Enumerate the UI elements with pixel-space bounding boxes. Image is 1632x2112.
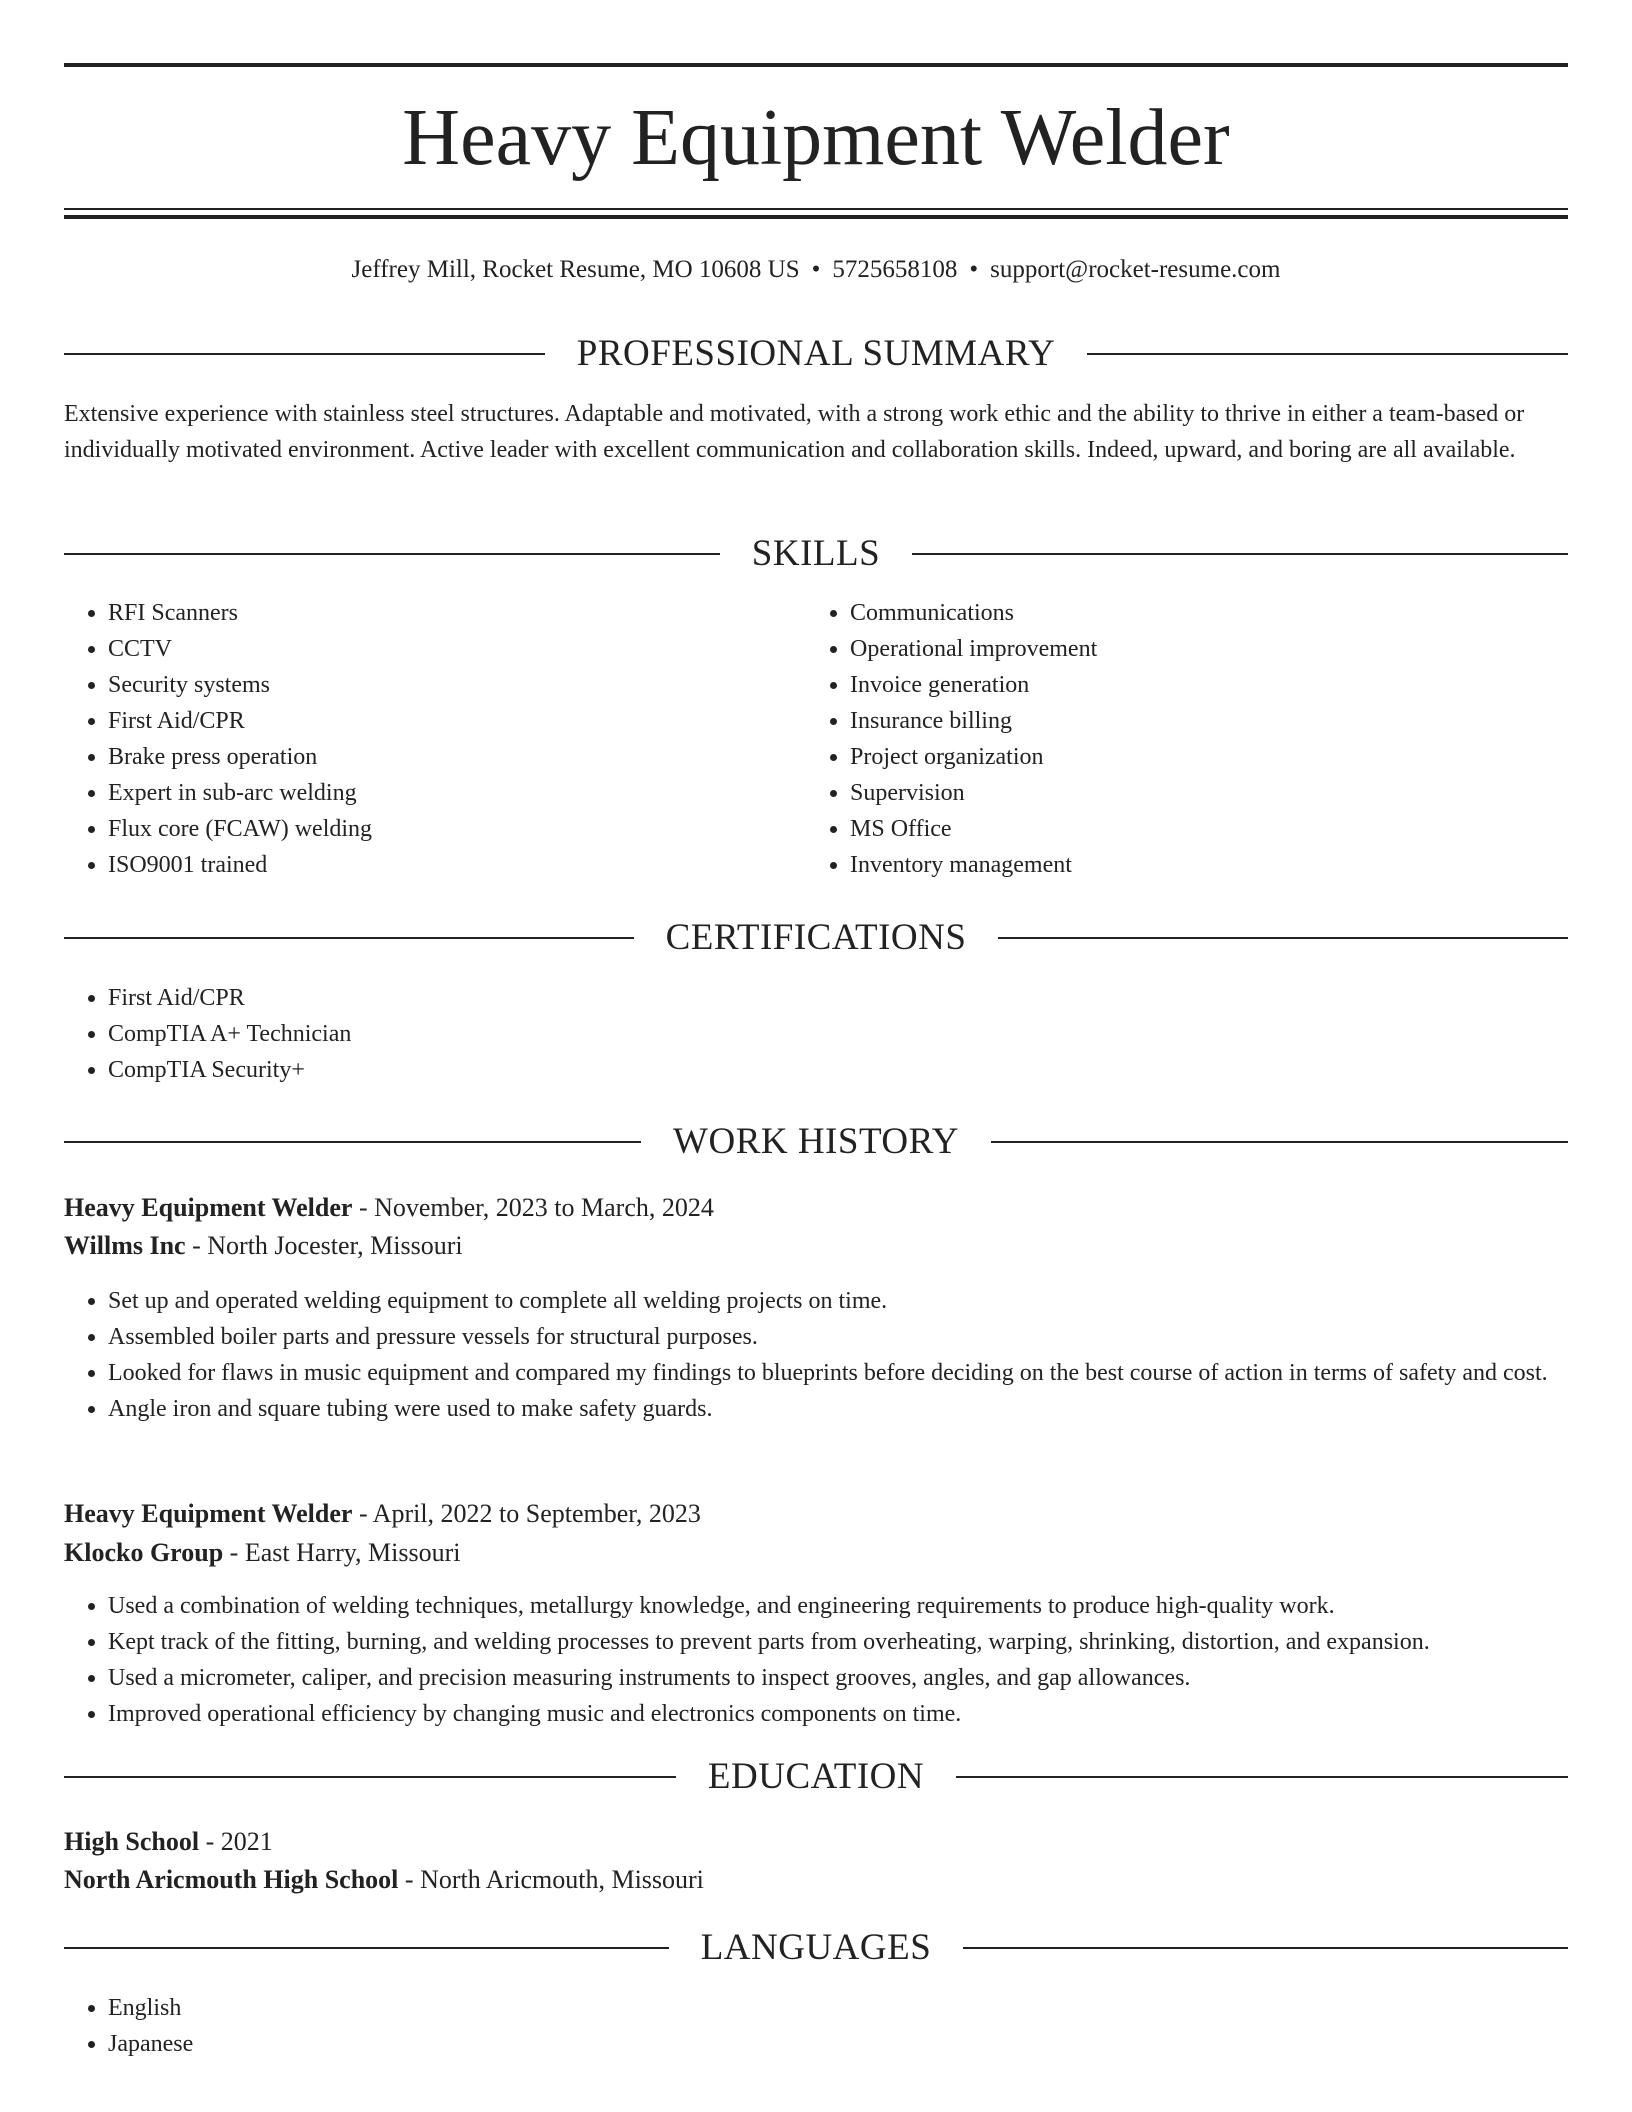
list-item: • Flux core (FCAW) welding (108, 811, 798, 847)
contact-separator: • (969, 256, 979, 283)
job-company: Willms Inc (64, 1231, 186, 1260)
list-item: • Angle iron and square tubing were used to make safety guards. (108, 1391, 1612, 1427)
job-company-line (64, 1227, 1568, 1265)
section-heading-label: CERTIFICATIONS (665, 917, 967, 958)
resume-title: Heavy Equipment Welder (402, 94, 1230, 182)
section-heading-label: EDUCATION (707, 1756, 925, 1797)
list-item: • Brake press operation (108, 739, 798, 775)
heading-rule (998, 937, 1568, 939)
list-item: • Kept track of the fitting, burning, and welding processes to prevent parts from overheating, warping, shrinking, distortion, and expansion. (108, 1624, 1612, 1660)
section-heading-education (64, 1754, 1568, 1800)
certifications-list (64, 980, 1508, 1088)
job-company-line (64, 1534, 1568, 1572)
job-bullets (64, 1588, 1612, 1732)
section-heading-certifications (64, 915, 1568, 961)
section-heading-skills (64, 531, 1568, 577)
section-heading-label: WORK HISTORY (673, 1121, 959, 1162)
list-item: • Assembled boiler parts and pressure vessels for structural purposes. (108, 1319, 1612, 1355)
heading-rule (963, 1947, 1568, 1949)
job-bullets (64, 1283, 1612, 1427)
list-item: • Insurance billing (850, 703, 1550, 739)
job-dates: - April, 2022 to September, 2023 (352, 1499, 701, 1528)
list-item: • Improved operational efficiency by changing music and electronics components on time. (108, 1696, 1612, 1732)
job-title: Heavy Equipment Welder (64, 1499, 353, 1528)
education-school-line (64, 1861, 1568, 1899)
heading-rule (912, 553, 1568, 555)
list-item: • First Aid/CPR (108, 703, 798, 739)
list-item: • Looked for flaws in music equipment and compared my findings to blueprints before deciding on the best course of action in terms of safety and cost. (108, 1355, 1612, 1391)
list-item: • RFI Scanners (108, 595, 798, 631)
heading-rule (64, 937, 634, 939)
section-heading-work (64, 1119, 1568, 1165)
list-item: • Inventory management (850, 847, 1550, 883)
list-item: • Japanese (108, 2026, 1508, 2062)
section-heading-label: PROFESSIONAL SUMMARY (576, 333, 1056, 374)
skills-list-right (806, 595, 1550, 883)
list-item: • ISO9001 trained (108, 847, 798, 883)
section-heading-label: LANGUAGES (700, 1927, 932, 1968)
job-location: - North Jocester, Missouri (185, 1231, 463, 1260)
education-year: - 2021 (199, 1827, 273, 1856)
list-item: • Set up and operated welding equipment to complete all welding projects on time. (108, 1283, 1612, 1319)
heading-rule (64, 553, 720, 555)
heading-rule (956, 1776, 1568, 1778)
job-title: Heavy Equipment Welder (64, 1193, 353, 1222)
list-item: • First Aid/CPR (108, 980, 1508, 1016)
skills-list-left (64, 595, 798, 883)
education-location: - North Aricmouth, Missouri (398, 1865, 704, 1894)
list-item: • Used a combination of welding techniques, metallurgy knowledge, and engineering requirements to produce high-quality work. (108, 1588, 1612, 1624)
heading-rule (991, 1141, 1568, 1143)
list-item: • Operational improvement (850, 631, 1550, 667)
section-heading-summary (64, 331, 1568, 377)
contact-line (64, 252, 1568, 288)
list-item: • Supervision (850, 775, 1550, 811)
job-company: Klocko Group (64, 1538, 224, 1567)
job-title-line (64, 1189, 1568, 1227)
list-item: • Invoice generation (850, 667, 1550, 703)
heading-rule (1087, 353, 1568, 355)
list-item: • Used a micrometer, caliper, and precision measuring instruments to inspect grooves, angles, and gap allowances. (108, 1660, 1612, 1696)
contact-separator: • (811, 256, 821, 283)
section-heading-label: SKILLS (751, 533, 881, 574)
contact-email: support@rocket-resume.com (990, 256, 1281, 283)
list-item: • CompTIA Security+ (108, 1052, 1508, 1088)
top-rule (64, 63, 1568, 67)
job-title-line (64, 1495, 1568, 1533)
list-item: • CompTIA A+ Technician (108, 1016, 1508, 1052)
heading-rule (64, 1947, 669, 1949)
list-item: • MS Office (850, 811, 1550, 847)
list-item: • CCTV (108, 631, 798, 667)
list-item: • Communications (850, 595, 1550, 631)
education-school: North Aricmouth High School (64, 1865, 399, 1894)
heading-rule (64, 1776, 676, 1778)
contact-phone: 5725658108 (832, 256, 958, 283)
list-item: • Expert in sub-arc welding (108, 775, 798, 811)
heading-rule (64, 1141, 641, 1143)
title-rule-thin (64, 208, 1568, 210)
heading-rule (64, 353, 545, 355)
summary-text: Extensive experience with stainless steel structures. Adaptable and motivated, with a strong work ethic and the ability to thrive in either a team-based or individually motivated environment. Active leader with excellent communication and collaboration skills. Indeed, upward, and boring are all available. (64, 401, 1525, 463)
languages-list (64, 1990, 1508, 2062)
education-degree: High School (64, 1827, 200, 1856)
title-rule-thick (64, 215, 1568, 219)
list-item: • Security systems (108, 667, 798, 703)
list-item: • English (108, 1990, 1508, 2026)
section-heading-languages (64, 1925, 1568, 1971)
list-item: • Project organization (850, 739, 1550, 775)
contact-address: Jeffrey Mill, Rocket Resume, MO 10608 US (351, 256, 800, 283)
job-dates: - November, 2023 to March, 2024 (352, 1193, 714, 1222)
education-degree-line (64, 1823, 1568, 1861)
job-location: - East Harry, Missouri (223, 1538, 461, 1567)
